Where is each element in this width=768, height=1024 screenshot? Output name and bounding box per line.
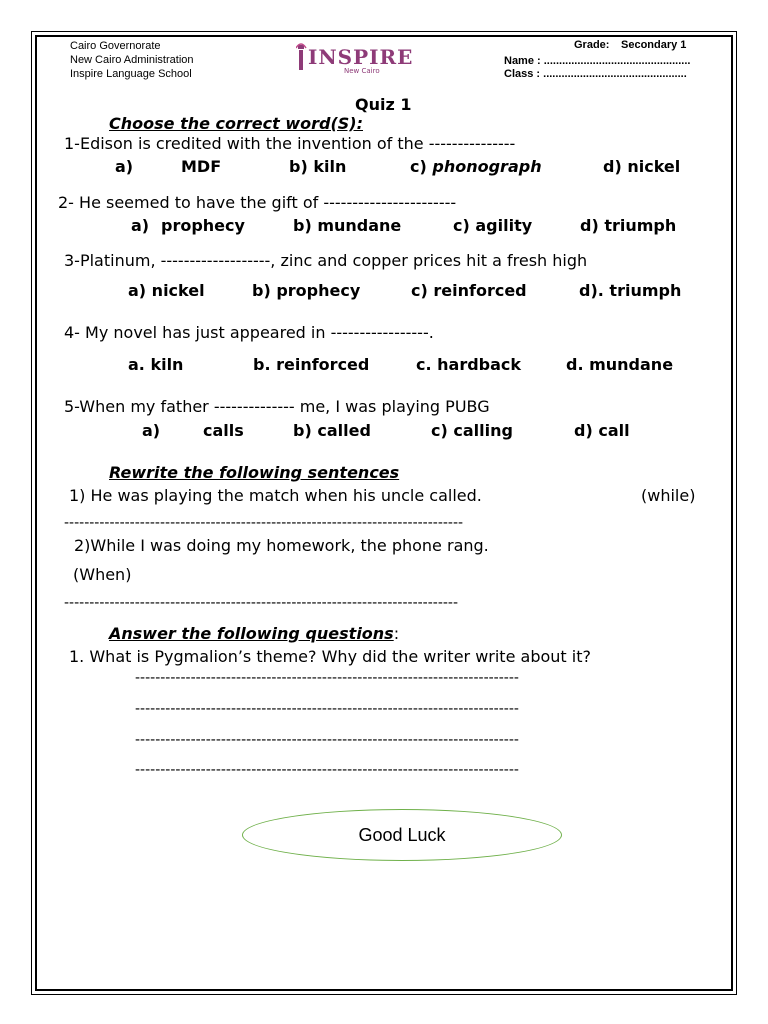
q1-option-a: MDF [181, 157, 222, 176]
logo-wordmark: INSPIRE [308, 45, 414, 69]
grade-label: Grade: [574, 39, 610, 51]
q3-option-b: b) prophecy [252, 281, 361, 300]
answer-line-1: ---------------------------------------------------------------------------- [135, 670, 519, 686]
class-dots: ............................................... [543, 68, 687, 80]
class-field [504, 68, 687, 80]
section1-title: Choose the correct word(S): [109, 114, 363, 133]
name-field [504, 55, 690, 67]
section3-heading [109, 624, 399, 643]
q5-option-b: b) called [293, 421, 371, 440]
school-logo [296, 42, 438, 76]
q4-option-b: b. reinforced [253, 355, 370, 374]
q4-option-d: d. mundane [566, 355, 674, 374]
q1-option-a-label: a) [115, 157, 134, 176]
q1-option-c-text: phonograph [432, 157, 542, 176]
question-2: 2- He seemed to have the gift of ----------------------- [58, 193, 457, 212]
grade-value: Secondary 1 [621, 39, 687, 51]
q3-option-a: a) nickel [128, 281, 205, 300]
name-dots: ................................................ [543, 55, 691, 67]
header-school-info [70, 39, 194, 81]
header-line-governorate: Cairo Governorate [70, 40, 161, 52]
rewrite-1-sentence: 1) He was playing the match when his uncle called. [69, 486, 482, 505]
header-line-administration: New Cairo Administration [70, 54, 194, 66]
rewrite-2-answer-line: ------------------------------------------------------------------------------ [64, 595, 459, 611]
section3-title: Answer the following questions [109, 624, 394, 643]
q3-option-d: d). triumph [579, 281, 682, 300]
q1-option-c-label: c) [410, 157, 433, 176]
q5-option-c: c) calling [431, 421, 513, 440]
rewrite-1-answer-line: ------------------------------------------------------------------------------- [64, 515, 464, 531]
good-luck-text: Good Luck [358, 824, 446, 845]
q2-option-a: prophecy [161, 216, 245, 235]
rewrite-2-sentence: 2)While I was doing my homework, the phone rang. [74, 536, 489, 555]
answer-line-4: ---------------------------------------------------------------------------- [135, 762, 519, 778]
section3-colon: : [393, 624, 400, 643]
answer-line-2: ---------------------------------------------------------------------------- [135, 701, 519, 717]
q2-option-c: c) agility [453, 216, 533, 235]
q1-option-b: b) kiln [289, 157, 347, 176]
q4-option-c: c. hardback [416, 355, 522, 374]
question-3: 3-Platinum, -------------------, zinc and copper prices hit a fresh high [64, 251, 588, 270]
q5-option-d: d) call [574, 421, 630, 440]
q2-option-a-label: a) [131, 216, 150, 235]
q2-option-d: d) triumph [580, 216, 677, 235]
question-1: 1-Edison is credited with the invention of the --------------- [64, 134, 516, 153]
q2-option-b: b) mundane [293, 216, 402, 235]
logo-icon [296, 42, 438, 76]
rewrite-1-hint: (while) [641, 486, 696, 505]
logo-subtitle: New Cairo [344, 67, 380, 75]
rewrite-2-hint: (When) [73, 565, 132, 584]
q3-option-c: c) reinforced [411, 281, 527, 300]
quiz-title: Quiz 1 [355, 95, 412, 114]
name-label: Name : [504, 55, 541, 67]
section2-title: Rewrite the following sentences [109, 463, 400, 482]
q5-option-a: calls [203, 421, 244, 440]
q1-option-d: d) nickel [603, 157, 681, 176]
question-5: 5-When my father -------------- me, I was playing PUBG [64, 397, 490, 416]
header-line-school: Inspire Language School [70, 68, 192, 80]
question-4: 4- My novel has just appeared in -----------------. [64, 323, 434, 342]
q5-option-a-label: a) [142, 421, 161, 440]
answer-question-1: 1. What is Pygmalion’s theme? Why did the writer write about it? [69, 647, 591, 666]
q1-option-c [410, 157, 542, 176]
class-label: Class : [504, 68, 541, 80]
answer-line-3: ---------------------------------------------------------------------------- [135, 732, 519, 748]
q4-option-a: a. kiln [128, 355, 184, 374]
